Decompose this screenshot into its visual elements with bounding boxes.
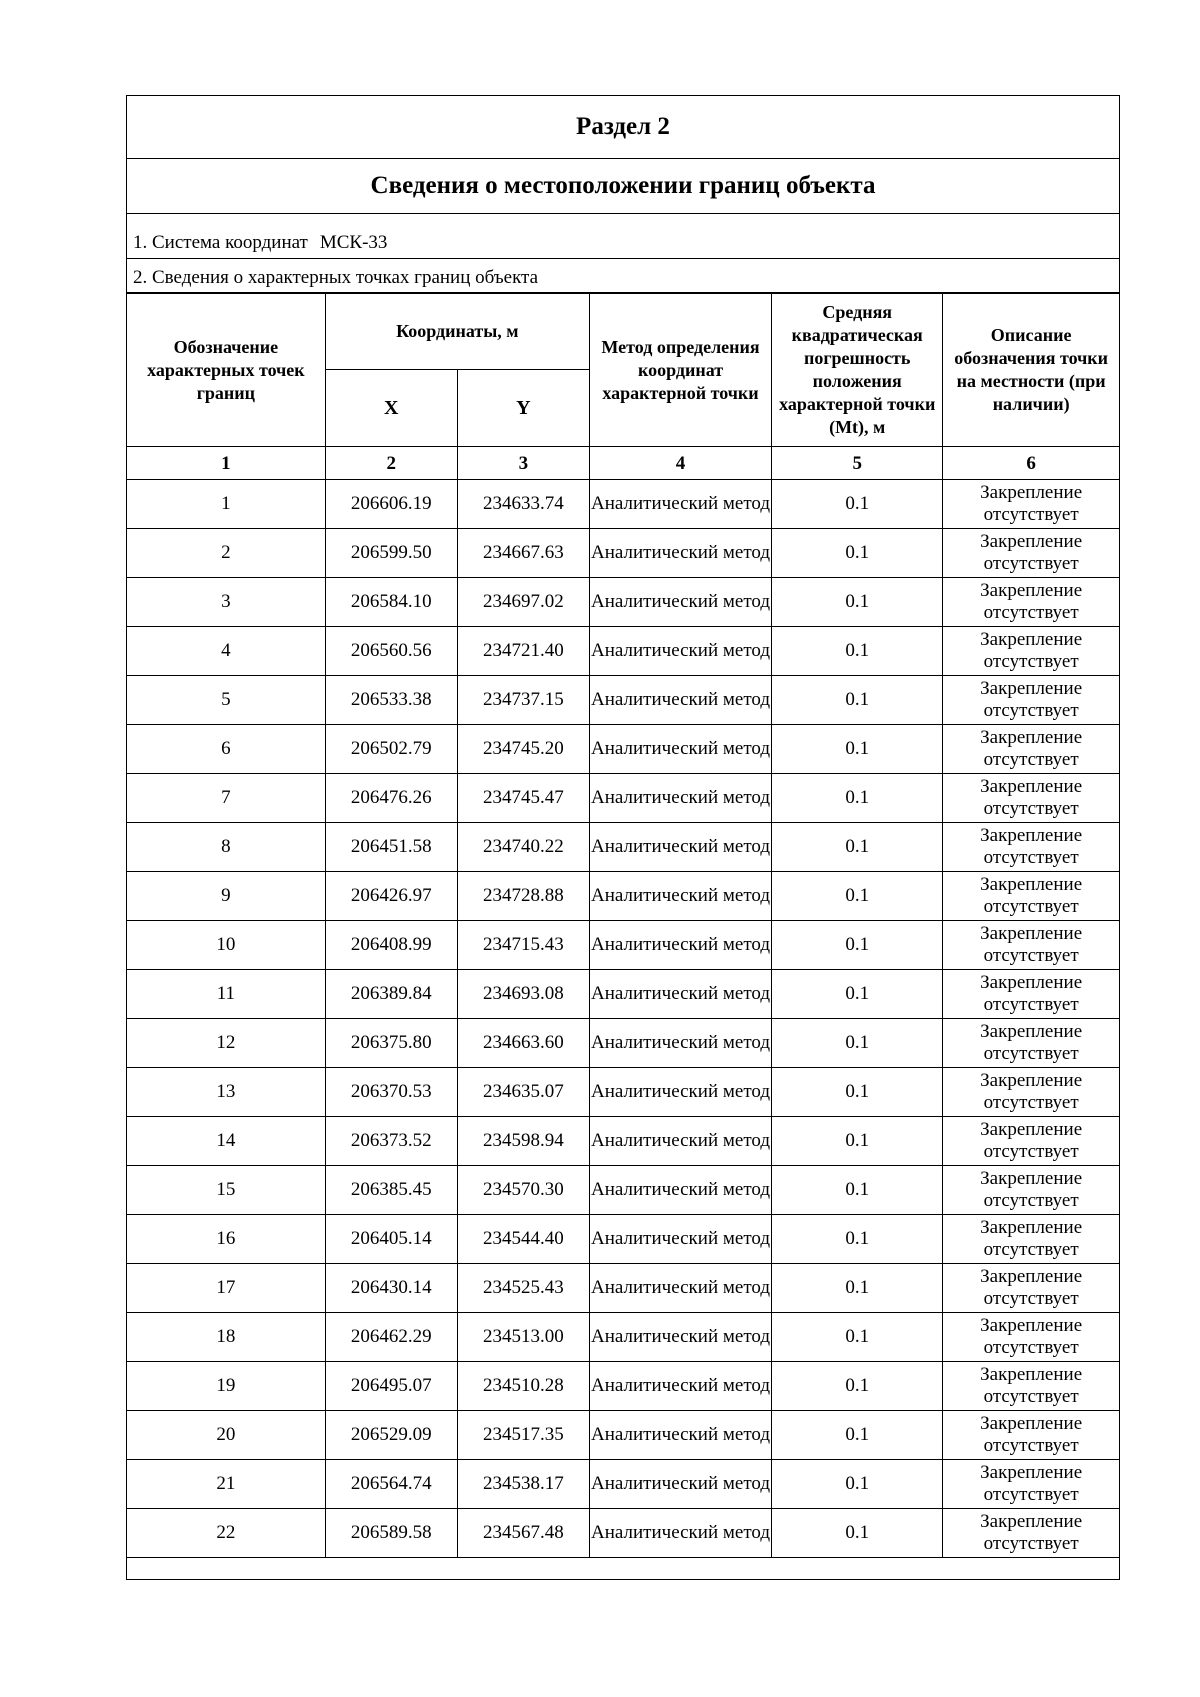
header-method: Метод определения координат характерной точки (589, 294, 771, 447)
table-row (127, 725, 1119, 774)
table-row (127, 1019, 1119, 1068)
table-row (127, 1411, 1119, 1460)
point-number-cell: 12 (127, 1019, 325, 1068)
method-cell: Аналитический метод (589, 578, 771, 627)
y-coordinate-cell: 234721.40 (457, 627, 589, 676)
method-cell: Аналитический метод (589, 1313, 771, 1362)
section-title: Раздел 2 (127, 96, 1119, 159)
method-cell: Аналитический метод (589, 1460, 771, 1509)
point-number-cell: 19 (127, 1362, 325, 1411)
x-coordinate-cell: 206389.84 (325, 970, 457, 1019)
table-row (127, 1215, 1119, 1264)
description-cell: Закрепление отсутствует (943, 1362, 1119, 1411)
empty-trailing-row (127, 1558, 1119, 1579)
y-coordinate-cell: 234538.17 (457, 1460, 589, 1509)
method-cell: Аналитический метод (589, 1411, 771, 1460)
x-coordinate-cell: 206405.14 (325, 1215, 457, 1264)
y-coordinate-cell: 234544.40 (457, 1215, 589, 1264)
method-cell: Аналитический метод (589, 872, 771, 921)
error-cell: 0.1 (772, 1460, 943, 1509)
header-coordinates: Координаты, м (325, 294, 589, 370)
error-cell: 0.1 (772, 823, 943, 872)
column-number: 6 (943, 447, 1119, 480)
point-number-cell: 13 (127, 1068, 325, 1117)
error-cell: 0.1 (772, 578, 943, 627)
description-cell: Закрепление отсутствует (943, 921, 1119, 970)
x-coordinate-cell: 206408.99 (325, 921, 457, 970)
description-cell: Закрепление отсутствует (943, 1215, 1119, 1264)
column-number: 5 (772, 447, 943, 480)
method-cell: Аналитический метод (589, 1068, 771, 1117)
error-cell: 0.1 (772, 1264, 943, 1313)
y-coordinate-cell: 234510.28 (457, 1362, 589, 1411)
coordinate-system-line (127, 214, 1119, 259)
x-coordinate-cell: 206560.56 (325, 627, 457, 676)
error-cell: 0.1 (772, 921, 943, 970)
coordinate-system-label: 1. Система координат (133, 232, 308, 253)
table-row (127, 1362, 1119, 1411)
point-number-cell: 21 (127, 1460, 325, 1509)
point-number-cell: 10 (127, 921, 325, 970)
description-cell: Закрепление отсутствует (943, 1460, 1119, 1509)
y-coordinate-cell: 234517.35 (457, 1411, 589, 1460)
point-number-cell: 14 (127, 1117, 325, 1166)
method-cell: Аналитический метод (589, 1117, 771, 1166)
y-coordinate-cell: 234667.63 (457, 529, 589, 578)
description-cell: Закрепление отсутствует (943, 1264, 1119, 1313)
x-coordinate-cell: 206462.29 (325, 1313, 457, 1362)
method-cell: Аналитический метод (589, 480, 771, 529)
point-number-cell: 22 (127, 1509, 325, 1558)
table-row (127, 1313, 1119, 1362)
method-cell: Аналитический метод (589, 1166, 771, 1215)
column-number: 4 (589, 447, 771, 480)
point-number-cell: 5 (127, 676, 325, 725)
description-cell: Закрепление отсутствует (943, 774, 1119, 823)
description-cell: Закрепление отсутствует (943, 1068, 1119, 1117)
table-row (127, 1264, 1119, 1313)
point-number-cell: 20 (127, 1411, 325, 1460)
x-coordinate-cell: 206426.97 (325, 872, 457, 921)
error-cell: 0.1 (772, 1411, 943, 1460)
x-coordinate-cell: 206584.10 (325, 578, 457, 627)
description-cell: Закрепление отсутствует (943, 970, 1119, 1019)
description-cell: Закрепление отсутствует (943, 872, 1119, 921)
description-cell: Закрепление отсутствует (943, 627, 1119, 676)
y-coordinate-cell: 234513.00 (457, 1313, 589, 1362)
point-number-cell: 7 (127, 774, 325, 823)
table-row (127, 578, 1119, 627)
method-cell: Аналитический метод (589, 823, 771, 872)
x-coordinate-cell: 206533.38 (325, 676, 457, 725)
error-cell: 0.1 (772, 1215, 943, 1264)
point-number-cell: 8 (127, 823, 325, 872)
description-cell: Закрепление отсутствует (943, 529, 1119, 578)
x-coordinate-cell: 206430.14 (325, 1264, 457, 1313)
y-coordinate-cell: 234525.43 (457, 1264, 589, 1313)
x-coordinate-cell: 206589.58 (325, 1509, 457, 1558)
table-row (127, 676, 1119, 725)
description-cell: Закрепление отсутствует (943, 1509, 1119, 1558)
table-row (127, 627, 1119, 676)
column-number: 1 (127, 447, 325, 480)
description-cell: Закрепление отсутствует (943, 1411, 1119, 1460)
x-coordinate-cell: 206385.45 (325, 1166, 457, 1215)
header-y: Y (457, 370, 589, 447)
header-description: Описание обозначения точки на местности (при наличии) (943, 294, 1119, 447)
error-cell: 0.1 (772, 1068, 943, 1117)
point-number-cell: 3 (127, 578, 325, 627)
x-coordinate-cell: 206370.53 (325, 1068, 457, 1117)
x-coordinate-cell: 206529.09 (325, 1411, 457, 1460)
points-heading: 2. Сведения о характерных точках границ объекта (127, 259, 1119, 293)
method-cell: Аналитический метод (589, 1362, 771, 1411)
description-cell: Закрепление отсутствует (943, 676, 1119, 725)
description-cell: Закрепление отсутствует (943, 823, 1119, 872)
section-subtitle: Сведения о местоположении границ объекта (127, 159, 1119, 214)
point-number-cell: 2 (127, 529, 325, 578)
point-number-cell: 18 (127, 1313, 325, 1362)
table-body (127, 480, 1119, 1579)
header-x: X (325, 370, 457, 447)
table-row (127, 970, 1119, 1019)
table-row (127, 480, 1119, 529)
column-number: 2 (325, 447, 457, 480)
y-coordinate-cell: 234740.22 (457, 823, 589, 872)
y-coordinate-cell: 234663.60 (457, 1019, 589, 1068)
y-coordinate-cell: 234737.15 (457, 676, 589, 725)
table-row (127, 774, 1119, 823)
table-row (127, 529, 1119, 578)
x-coordinate-cell: 206476.26 (325, 774, 457, 823)
method-cell: Аналитический метод (589, 529, 771, 578)
method-cell: Аналитический метод (589, 921, 771, 970)
table-row (127, 1509, 1119, 1558)
y-coordinate-cell: 234570.30 (457, 1166, 589, 1215)
x-coordinate-cell: 206375.80 (325, 1019, 457, 1068)
method-cell: Аналитический метод (589, 627, 771, 676)
error-cell: 0.1 (772, 480, 943, 529)
error-cell: 0.1 (772, 676, 943, 725)
method-cell: Аналитический метод (589, 1509, 771, 1558)
table-row (127, 1068, 1119, 1117)
method-cell: Аналитический метод (589, 1019, 771, 1068)
table-row (127, 872, 1119, 921)
table-row (127, 1117, 1119, 1166)
method-cell: Аналитический метод (589, 676, 771, 725)
description-cell: Закрепление отсутствует (943, 1117, 1119, 1166)
boundary-points-table (127, 293, 1119, 1579)
x-coordinate-cell: 206606.19 (325, 480, 457, 529)
y-coordinate-cell: 234693.08 (457, 970, 589, 1019)
method-cell: Аналитический метод (589, 1264, 771, 1313)
point-number-cell: 4 (127, 627, 325, 676)
point-number-cell: 1 (127, 480, 325, 529)
error-cell: 0.1 (772, 627, 943, 676)
method-cell: Аналитический метод (589, 725, 771, 774)
description-cell: Закрепление отсутствует (943, 578, 1119, 627)
error-cell: 0.1 (772, 1117, 943, 1166)
x-coordinate-cell: 206373.52 (325, 1117, 457, 1166)
error-cell: 0.1 (772, 872, 943, 921)
header-designation: Обозначение характерных точек границ (127, 294, 325, 447)
error-cell: 0.1 (772, 1362, 943, 1411)
y-coordinate-cell: 234567.48 (457, 1509, 589, 1558)
y-coordinate-cell: 234697.02 (457, 578, 589, 627)
table-row (127, 1460, 1119, 1509)
x-coordinate-cell: 206599.50 (325, 529, 457, 578)
x-coordinate-cell: 206502.79 (325, 725, 457, 774)
description-cell: Закрепление отсутствует (943, 1019, 1119, 1068)
x-coordinate-cell: 206495.07 (325, 1362, 457, 1411)
coordinate-system-value: МСК-33 (319, 232, 388, 253)
empty-cell (127, 1558, 1119, 1579)
error-cell: 0.1 (772, 725, 943, 774)
error-cell: 0.1 (772, 970, 943, 1019)
y-coordinate-cell: 234745.20 (457, 725, 589, 774)
method-cell: Аналитический метод (589, 970, 771, 1019)
point-number-cell: 15 (127, 1166, 325, 1215)
method-cell: Аналитический метод (589, 1215, 771, 1264)
description-cell: Закрепление отсутствует (943, 480, 1119, 529)
description-cell: Закрепление отсутствует (943, 1313, 1119, 1362)
y-coordinate-cell: 234715.43 (457, 921, 589, 970)
header-error: Средняя квадратическая погрешность положения характерной точки (Mt), м (772, 294, 943, 447)
point-number-cell: 6 (127, 725, 325, 774)
document-sheet (126, 95, 1120, 1580)
point-number-cell: 17 (127, 1264, 325, 1313)
y-coordinate-cell: 234598.94 (457, 1117, 589, 1166)
method-cell: Аналитический метод (589, 774, 771, 823)
description-cell: Закрепление отсутствует (943, 1166, 1119, 1215)
y-coordinate-cell: 234745.47 (457, 774, 589, 823)
table-row (127, 1166, 1119, 1215)
error-cell: 0.1 (772, 774, 943, 823)
y-coordinate-cell: 234633.74 (457, 480, 589, 529)
error-cell: 0.1 (772, 1019, 943, 1068)
error-cell: 0.1 (772, 529, 943, 578)
error-cell: 0.1 (772, 1509, 943, 1558)
point-number-cell: 11 (127, 970, 325, 1019)
point-number-cell: 9 (127, 872, 325, 921)
y-coordinate-cell: 234728.88 (457, 872, 589, 921)
table-row (127, 921, 1119, 970)
error-cell: 0.1 (772, 1313, 943, 1362)
point-number-cell: 16 (127, 1215, 325, 1264)
error-cell: 0.1 (772, 1166, 943, 1215)
x-coordinate-cell: 206451.58 (325, 823, 457, 872)
column-number: 3 (457, 447, 589, 480)
table-row (127, 823, 1119, 872)
y-coordinate-cell: 234635.07 (457, 1068, 589, 1117)
x-coordinate-cell: 206564.74 (325, 1460, 457, 1509)
description-cell: Закрепление отсутствует (943, 725, 1119, 774)
